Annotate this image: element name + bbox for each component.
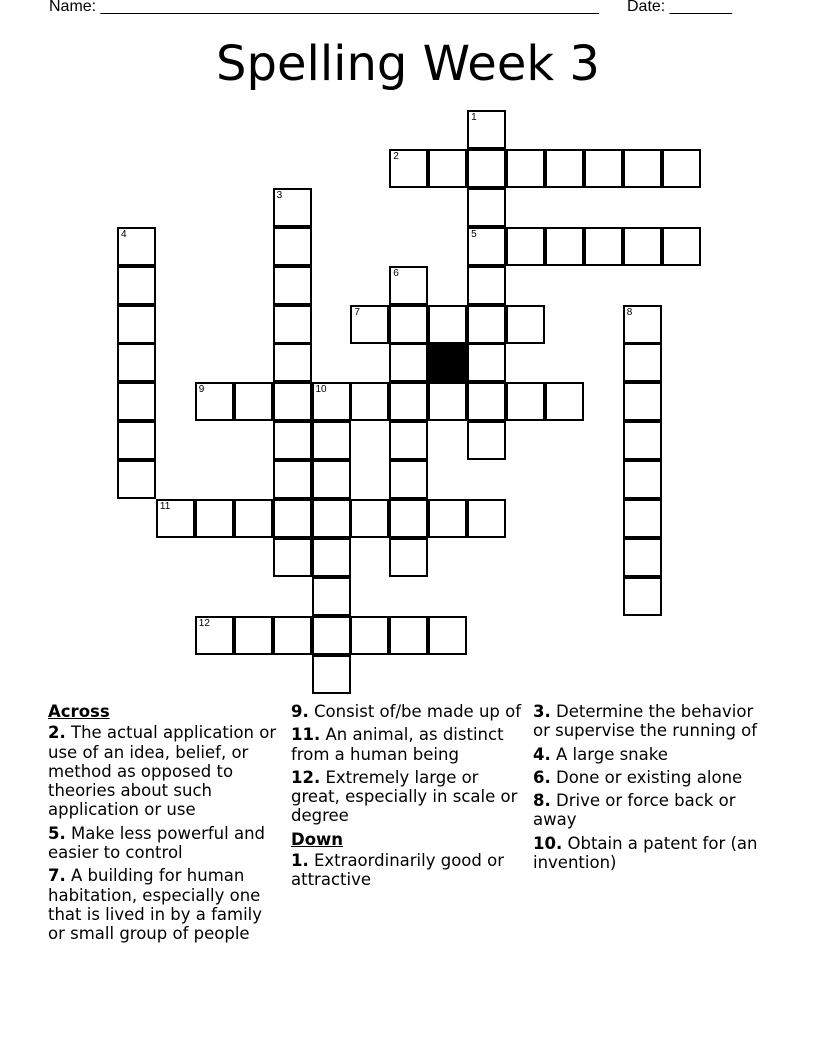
- page-title: Spelling Week 3: [216, 36, 600, 92]
- clue-item-text: Done or existing alone: [550, 767, 743, 787]
- grid-cell[interactable]: [117, 421, 156, 460]
- grid-cell[interactable]: [350, 382, 389, 421]
- grid-cell[interactable]: [350, 616, 389, 655]
- grid-cell[interactable]: [117, 305, 156, 344]
- clue-item-text: An animal, as distinct from a human being: [291, 725, 504, 764]
- grid-cell[interactable]: [117, 343, 156, 382]
- clue-item-number: 9.: [291, 702, 309, 721]
- grid-cell[interactable]: [467, 188, 506, 227]
- grid-cell[interactable]: [467, 110, 506, 149]
- grid-cell[interactable]: [662, 227, 701, 266]
- grid-cell[interactable]: [273, 460, 312, 499]
- clue-item: [533, 834, 769, 873]
- clue-number: 1: [471, 112, 477, 123]
- clues-column-2: [291, 702, 527, 894]
- grid-cell[interactable]: [428, 382, 467, 421]
- grid-cell[interactable]: [623, 149, 662, 188]
- grid-cell[interactable]: [584, 227, 623, 266]
- grid-cell[interactable]: [623, 382, 662, 421]
- clue-number: 12: [198, 617, 210, 629]
- grid-cell[interactable]: [195, 499, 234, 538]
- across-clue-list-continued: [291, 702, 527, 826]
- grid-cell[interactable]: [389, 149, 428, 188]
- grid-cell[interactable]: [389, 538, 428, 577]
- clue-item-text: Drive or force back or away: [533, 791, 736, 830]
- clue-item: [291, 851, 527, 890]
- grid-cell[interactable]: [623, 343, 662, 382]
- grid-cell[interactable]: [312, 616, 351, 655]
- grid-cell[interactable]: [545, 227, 584, 266]
- grid-cell[interactable]: [350, 305, 389, 344]
- across-heading: Across: [48, 702, 110, 721]
- grid-cell[interactable]: [623, 227, 662, 266]
- grid-cell[interactable]: [389, 343, 428, 382]
- clue-item-number: 5.: [48, 823, 66, 843]
- grid-cell[interactable]: [467, 382, 506, 421]
- grid-cell[interactable]: [312, 460, 351, 499]
- grid-cell[interactable]: [389, 266, 428, 305]
- grid-cell[interactable]: [623, 305, 662, 344]
- grid-cell[interactable]: [584, 149, 623, 188]
- grid-cell[interactable]: [545, 382, 584, 421]
- grid-cell[interactable]: [234, 382, 273, 421]
- grid-cell[interactable]: [467, 343, 506, 382]
- grid-cell[interactable]: [545, 149, 584, 188]
- grid-cell[interactable]: [623, 577, 662, 616]
- clue-number: 2: [393, 150, 399, 162]
- grid-cell[interactable]: [273, 382, 312, 421]
- grid-cell[interactable]: [117, 266, 156, 305]
- across-clue-list: [48, 723, 284, 943]
- grid-cell[interactable]: [312, 499, 351, 538]
- grid-cell[interactable]: [467, 499, 506, 538]
- grid-cell[interactable]: [312, 655, 351, 694]
- grid-cell[interactable]: [234, 499, 273, 538]
- grid-cell[interactable]: [467, 266, 506, 305]
- grid-cell[interactable]: [312, 382, 351, 421]
- clue-item-number: 12.: [291, 767, 321, 787]
- grid-cell[interactable]: [623, 499, 662, 538]
- grid-cell[interactable]: [623, 421, 662, 460]
- clue-number: 10: [315, 384, 327, 396]
- grid-cell[interactable]: [273, 499, 312, 538]
- down-clue-list-continued: [533, 702, 769, 872]
- clue-item-number: 6.: [533, 767, 551, 787]
- clue-number: 9: [198, 384, 205, 396]
- clue-item: [533, 702, 769, 741]
- clue-item-number: 2.: [48, 723, 66, 743]
- grid-cell[interactable]: [428, 305, 467, 344]
- clue-item-text: Obtain a patent for (an invention): [533, 833, 758, 873]
- clue-item: [533, 791, 769, 830]
- grid-cell[interactable]: [506, 149, 545, 188]
- clue-item-number: 11.: [291, 725, 321, 745]
- clue-item: [291, 768, 527, 826]
- grid-cell[interactable]: [195, 382, 234, 421]
- clues-column-1: [48, 702, 284, 948]
- grid-cell[interactable]: [234, 616, 273, 655]
- clue-item-number: 3.: [533, 702, 551, 721]
- grid-cell[interactable]: [467, 149, 506, 188]
- clue-item-text: Consist of/be made up of: [308, 702, 522, 721]
- clue-number: 11: [159, 501, 171, 512]
- clue-item: [291, 702, 527, 721]
- clue-item-text: Make less powerful and easier to control: [48, 823, 266, 863]
- clue-item-text: A building for human habitation, especially one that is lived in by a family or small group of people: [48, 866, 263, 944]
- clue-item-text: Extraordinarily good or attractive: [291, 851, 504, 890]
- grid-cell[interactable]: [389, 460, 428, 499]
- grid-cell[interactable]: [350, 499, 389, 538]
- grid-cell[interactable]: [273, 421, 312, 460]
- clue-item-number: 8.: [533, 791, 551, 811]
- clue-item-number: 4.: [533, 744, 551, 764]
- grid-cell[interactable]: [273, 266, 312, 305]
- grid-cell-blocked: [428, 343, 467, 382]
- grid-cell[interactable]: [428, 499, 467, 538]
- grid-cell[interactable]: [389, 305, 428, 344]
- grid-cell[interactable]: [117, 227, 156, 266]
- grid-cell[interactable]: [273, 305, 312, 344]
- clue-item: [48, 866, 284, 943]
- clue-item: [291, 725, 527, 764]
- grid-cell[interactable]: [273, 616, 312, 655]
- grid-cell[interactable]: [312, 577, 351, 616]
- clue-item-number: 10.: [533, 833, 563, 853]
- grid-cell[interactable]: [623, 460, 662, 499]
- grid-cell[interactable]: [273, 188, 312, 227]
- clue-item: [533, 768, 769, 787]
- grid-cell[interactable]: [623, 538, 662, 577]
- grid-cell[interactable]: [389, 499, 428, 538]
- clue-number: 5: [471, 228, 477, 240]
- grid-cell[interactable]: [428, 616, 467, 655]
- grid-cell[interactable]: [312, 421, 351, 460]
- grid-cell[interactable]: [389, 382, 428, 421]
- clue-number: 6: [393, 267, 399, 279]
- grid-cell[interactable]: [273, 538, 312, 577]
- clue-item: [48, 723, 284, 819]
- grid-cell[interactable]: [467, 227, 506, 266]
- grid-cell[interactable]: [662, 149, 701, 188]
- clue-item: [533, 745, 769, 764]
- date-field-label: Date: _______: [627, 0, 732, 15]
- down-clue-list: [291, 851, 527, 890]
- grid-cell[interactable]: [506, 382, 545, 421]
- clue-item-text: Extremely large or great, especially in scale or degree: [291, 767, 518, 826]
- clue-item-text: A large snake: [550, 744, 668, 764]
- grid-cell[interactable]: [195, 616, 234, 655]
- clue-item-number: 1.: [291, 851, 309, 871]
- down-heading: Down: [291, 829, 344, 849]
- grid-cell[interactable]: [156, 499, 195, 538]
- name-field-label: Name: ________________________________________________________: [49, 0, 599, 15]
- clue-item: [48, 824, 284, 863]
- clue-item-text: Determine the behavior or supervise the running of: [533, 702, 758, 741]
- grid-cell[interactable]: [506, 227, 545, 266]
- grid-cell[interactable]: [117, 382, 156, 421]
- clue-number: 4: [121, 228, 127, 240]
- clue-number: 8: [626, 306, 633, 318]
- clue-item-number: 7.: [48, 866, 66, 886]
- clues-column-3: [533, 702, 769, 876]
- grid-cell[interactable]: [467, 421, 506, 460]
- grid-cell[interactable]: [389, 616, 428, 655]
- grid-cell[interactable]: [389, 421, 428, 460]
- grid-cell[interactable]: [273, 227, 312, 266]
- grid-cell[interactable]: [117, 460, 156, 499]
- clue-number: 7: [354, 306, 360, 318]
- clue-number: 3: [276, 189, 283, 201]
- grid-cell[interactable]: [428, 149, 467, 188]
- grid-cell[interactable]: [273, 343, 312, 382]
- clue-item-text: The actual application or use of an idea, belief, or method as opposed to theories about such application or use: [48, 723, 277, 820]
- grid-cell[interactable]: [506, 305, 545, 344]
- grid-cell[interactable]: [467, 305, 506, 344]
- grid-cell[interactable]: [312, 538, 351, 577]
